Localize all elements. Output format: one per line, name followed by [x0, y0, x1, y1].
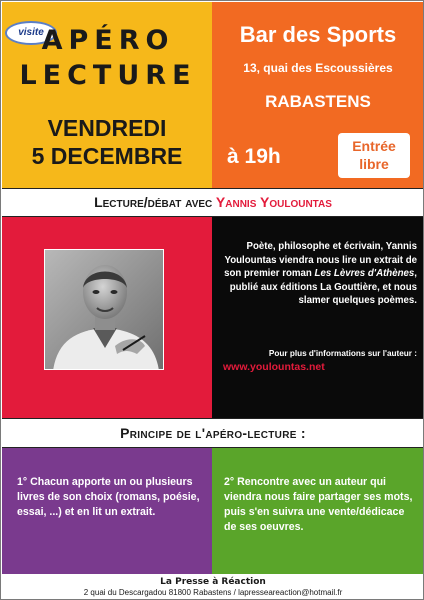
entry-line2: libre [359, 156, 389, 172]
principle-point-1: 1° Chacun apporte un ou plusieurs livres de son choix (romans, poésie, essai, ...) et en lit un extrait. [17, 476, 200, 518]
author-photo [44, 249, 164, 370]
bio-text-after: , publié aux éditions La Gouttière, et nous slamer quelques poèmes. [229, 268, 417, 306]
author-banner-prefix: Lecture/débat avec [94, 194, 216, 210]
publisher-name: La Presse à Réaction [160, 577, 266, 587]
principle-point-2: 2° Rencontre avec un auteur qui viendra nous faire partager ses mots, puis s'en suivra une vente/dédicace de ses oeuvres. [224, 476, 413, 533]
author-banner [2, 188, 424, 217]
visite-badge[interactable]: visite [5, 21, 57, 45]
entry-badge [338, 133, 410, 178]
book-title: Les Lèvres d'Athènes [314, 268, 415, 279]
event-day: VENDREDI [47, 115, 167, 141]
venue-street: 13, quai des Escoussières [243, 61, 393, 75]
venue-city: RABASTENS [265, 92, 371, 111]
event-date [7, 114, 207, 170]
bio-text-before: Poète, philosophe et écrivain, Yannis Youlountas viendra nous lire un extrait de son premier roman [224, 241, 417, 279]
more-info-label: Pour plus d'informations sur l'auteur : [268, 349, 417, 358]
event-title [13, 23, 203, 93]
author-bio [223, 240, 417, 308]
entry-line1: Entrée [352, 138, 396, 154]
author-website-link[interactable]: www.youlountas.net [223, 361, 325, 373]
event-title-line2: LECTURE [19, 60, 197, 91]
principle-heading: Principe de l'apéro-lecture : [2, 418, 424, 448]
event-date-text: 5 DECEMBRE [31, 143, 183, 169]
author-portrait-icon [45, 250, 164, 370]
footer [2, 574, 424, 600]
author-name: Yannis Youlountas [215, 194, 332, 210]
event-title-line1: APÉRO [41, 25, 175, 56]
publisher-address: 2 quai du Descargadou 81800 Rabastens / lapresseareaction@hotmail.fr [83, 588, 343, 597]
venue-name: Bar des Sports [239, 22, 397, 47]
event-time: à 19h [227, 145, 281, 168]
